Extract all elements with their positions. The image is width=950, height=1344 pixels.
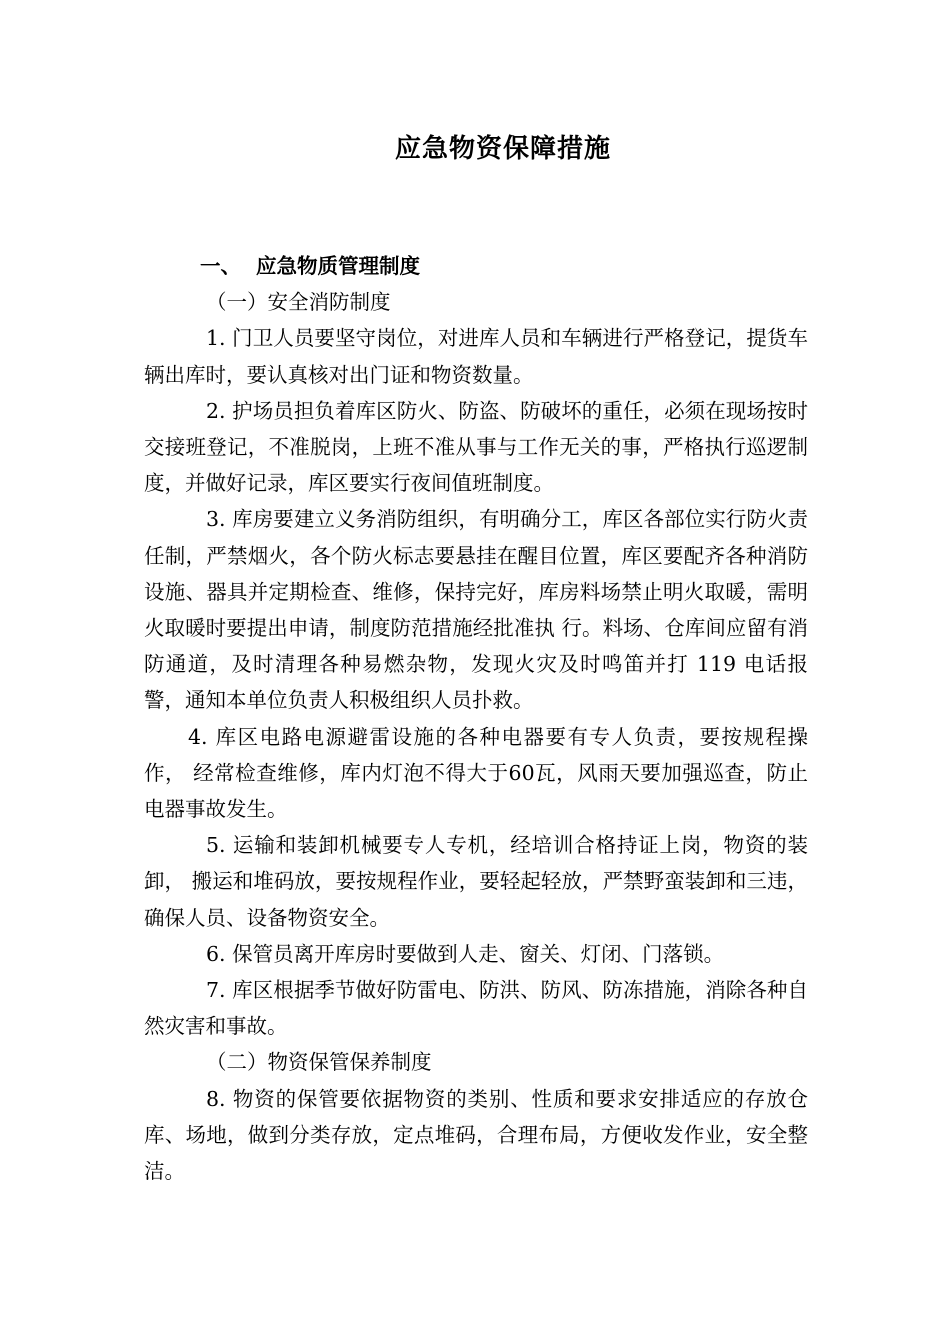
paragraph-item-2: 2. 护场员担负着库区防火、防盗、防破坏的重任，必须在现场按时交接班登记，不准脱岗，上班不准从事与工作无关的事，严格执行巡逻制度，并做好记录，库区要实行夜间值班制度。 [144, 398, 808, 496]
section-title: 应急物质管理制度 [256, 254, 420, 278]
subsection-heading-fire-safety: （一）安全消防制度 [206, 290, 391, 315]
paragraph-item-7: 7. 库区根据季节做好防雷电、防洪、防风、防冻措施，消除各种自然灾害和事故。 [144, 978, 808, 1039]
paragraph-item-5: 5. 运输和装卸机械要专人专机，经培训合格持证上岗，物资的装卸， 搬运和堆码放，要按规程作业，要轻起轻放，严禁野蛮装卸和三违，确保人员、设备物资安全。 [144, 833, 808, 930]
subsection-heading-storage: （二）物资保管保养制度 [206, 1050, 432, 1075]
section-number: 一、 [200, 254, 241, 278]
paragraph-item-8: 8. 物资的保管要依据物资的类别、性质和要求安排适应的存放仓库、场地，做到分类存放，定点堆码，合理布局，方便收发作业，安全整洁。 [144, 1086, 808, 1184]
paragraph-item-4: 4. 库区电路电源避雷设施的各种电器要有专人负责，要按规程操作， 经常检查维修，库内灯泡不得大于60瓦，风雨天要加强巡查，防止电器事故发生。 [144, 724, 808, 822]
document-title: 应急物资保障措施 [394, 134, 611, 164]
section-heading [144, 248, 808, 284]
paragraph-item-1: 1. 门卫人员要坚守岗位，对进库人员和车辆进行严格登记，提货车辆出库时，要认真核对出门证和物资数量。 [144, 326, 808, 387]
document-body [144, 248, 808, 1189]
paragraph-item-3: 3. 库房要建立义务消防组织，有明确分工，库区各部位实行防火责任制，严禁烟火，各个防火标志要悬挂在醒目位置，库区要配齐各种消防设施、器具并定期检查、维修，保持完好，库房料场禁止明火取暖，需明火取暖时要提出申请，制度防范措施经批准执 行。料场、仓库间应留有消防通道，及时清理各种易燃杂物，发现火灾及时鸣笛并打 119 电话报警，通知本单位负责人积极组织人员扑救。 [144, 507, 808, 713]
paragraph-item-6: 6. 保管员离开库房时要做到人走、窗关、灯闭、门落锁。 [206, 941, 725, 966]
